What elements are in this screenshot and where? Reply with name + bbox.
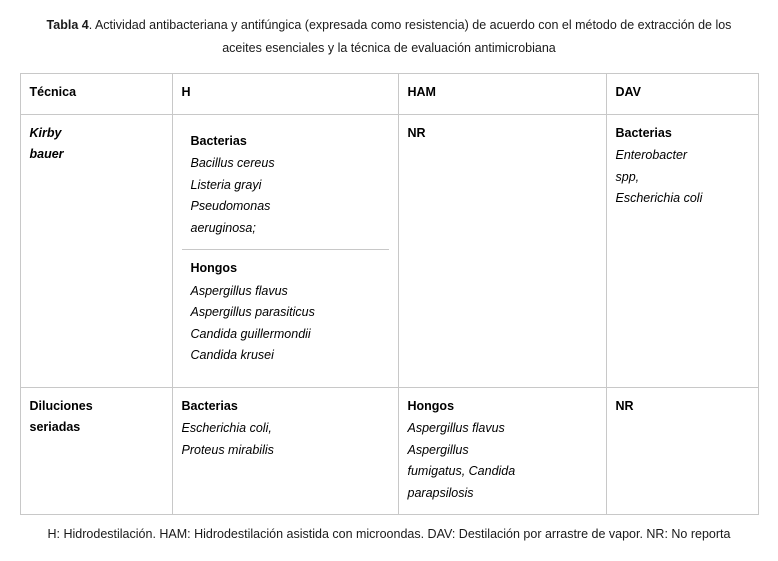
fungi-title: Hongos xyxy=(407,398,455,413)
list-item: aeruginosa; xyxy=(190,220,256,235)
table-footnote: H: Hidrodestilación. HAM: Hidrodestilación asistida con microondas. DAV: Destilación por arrastre de vapor. NR: No reporta xyxy=(47,527,731,542)
bacteria-list xyxy=(616,145,749,210)
header-h: H xyxy=(172,74,398,115)
cell-dav-diluciones-seriadas xyxy=(606,387,758,515)
technique-line: Kirby xyxy=(29,125,62,140)
bacteria-title: Bacterias xyxy=(190,133,247,148)
header-tecnica: Técnica xyxy=(20,74,172,115)
list-item: Candida guillermondii xyxy=(190,326,311,341)
list-item: Escherichia coli xyxy=(615,191,703,206)
fungi-list xyxy=(408,418,597,504)
cell-ham-diluciones-seriadas xyxy=(398,387,606,515)
bacteria-title: Bacterias xyxy=(615,125,672,140)
cell-h-diluciones-seriadas xyxy=(172,387,398,515)
cell-ham-kirby-bauer xyxy=(398,114,606,387)
list-item: Aspergillus parasiticus xyxy=(190,305,315,320)
list-item: fumigatus, Candida xyxy=(407,464,516,479)
list-item: Candida krusei xyxy=(190,348,274,363)
list-item: Aspergillus flavus xyxy=(190,283,288,298)
list-item: Bacillus cereus xyxy=(190,156,275,171)
ham-status: NR xyxy=(407,125,426,140)
table-caption-label: Tabla 4 xyxy=(46,18,89,32)
dav-status: NR xyxy=(615,398,634,413)
cell-technique-diluciones-seriadas xyxy=(20,387,172,515)
technique-line: bauer xyxy=(29,147,64,162)
list-item: Enterobacter xyxy=(615,148,688,163)
table-header-row xyxy=(20,74,758,115)
list-item: Listeria grayi xyxy=(190,177,262,192)
cell-dav-kirby-bauer xyxy=(606,114,758,387)
fungi-list xyxy=(191,281,380,367)
fungi-group xyxy=(182,249,389,377)
antimicrobial-activity-table xyxy=(20,73,759,515)
header-dav: DAV xyxy=(606,74,758,115)
cell-technique-kirby-bauer xyxy=(20,114,172,387)
bacteria-list xyxy=(182,418,389,461)
table-row xyxy=(20,387,758,515)
list-item: Aspergillus flavus xyxy=(407,421,505,436)
bacteria-group xyxy=(182,123,389,250)
table-caption xyxy=(39,0,739,60)
list-item: Escherichia coli, xyxy=(181,421,272,436)
list-item: Aspergillus xyxy=(407,442,469,457)
header-ham: HAM xyxy=(398,74,606,115)
bacteria-title: Bacterias xyxy=(181,398,238,413)
table-caption-text: . Actividad antibacteriana y antifúngica (expresada como resistencia) de acuerdo con el método de extracción de los aceites esenciales y la técnica de evaluación antimicrobiana xyxy=(88,18,732,56)
list-item: Pseudomonas xyxy=(190,199,271,214)
technique-line: seriadas xyxy=(29,420,81,435)
list-item: parapsilosis xyxy=(407,485,474,500)
list-item: spp, xyxy=(615,169,640,184)
cell-h-kirby-bauer xyxy=(172,114,398,387)
fungi-title: Hongos xyxy=(190,261,238,276)
bacteria-list xyxy=(191,153,380,239)
technique-line: Diluciones xyxy=(29,398,93,413)
table-row xyxy=(20,114,758,387)
list-item: Proteus mirabilis xyxy=(181,442,274,457)
